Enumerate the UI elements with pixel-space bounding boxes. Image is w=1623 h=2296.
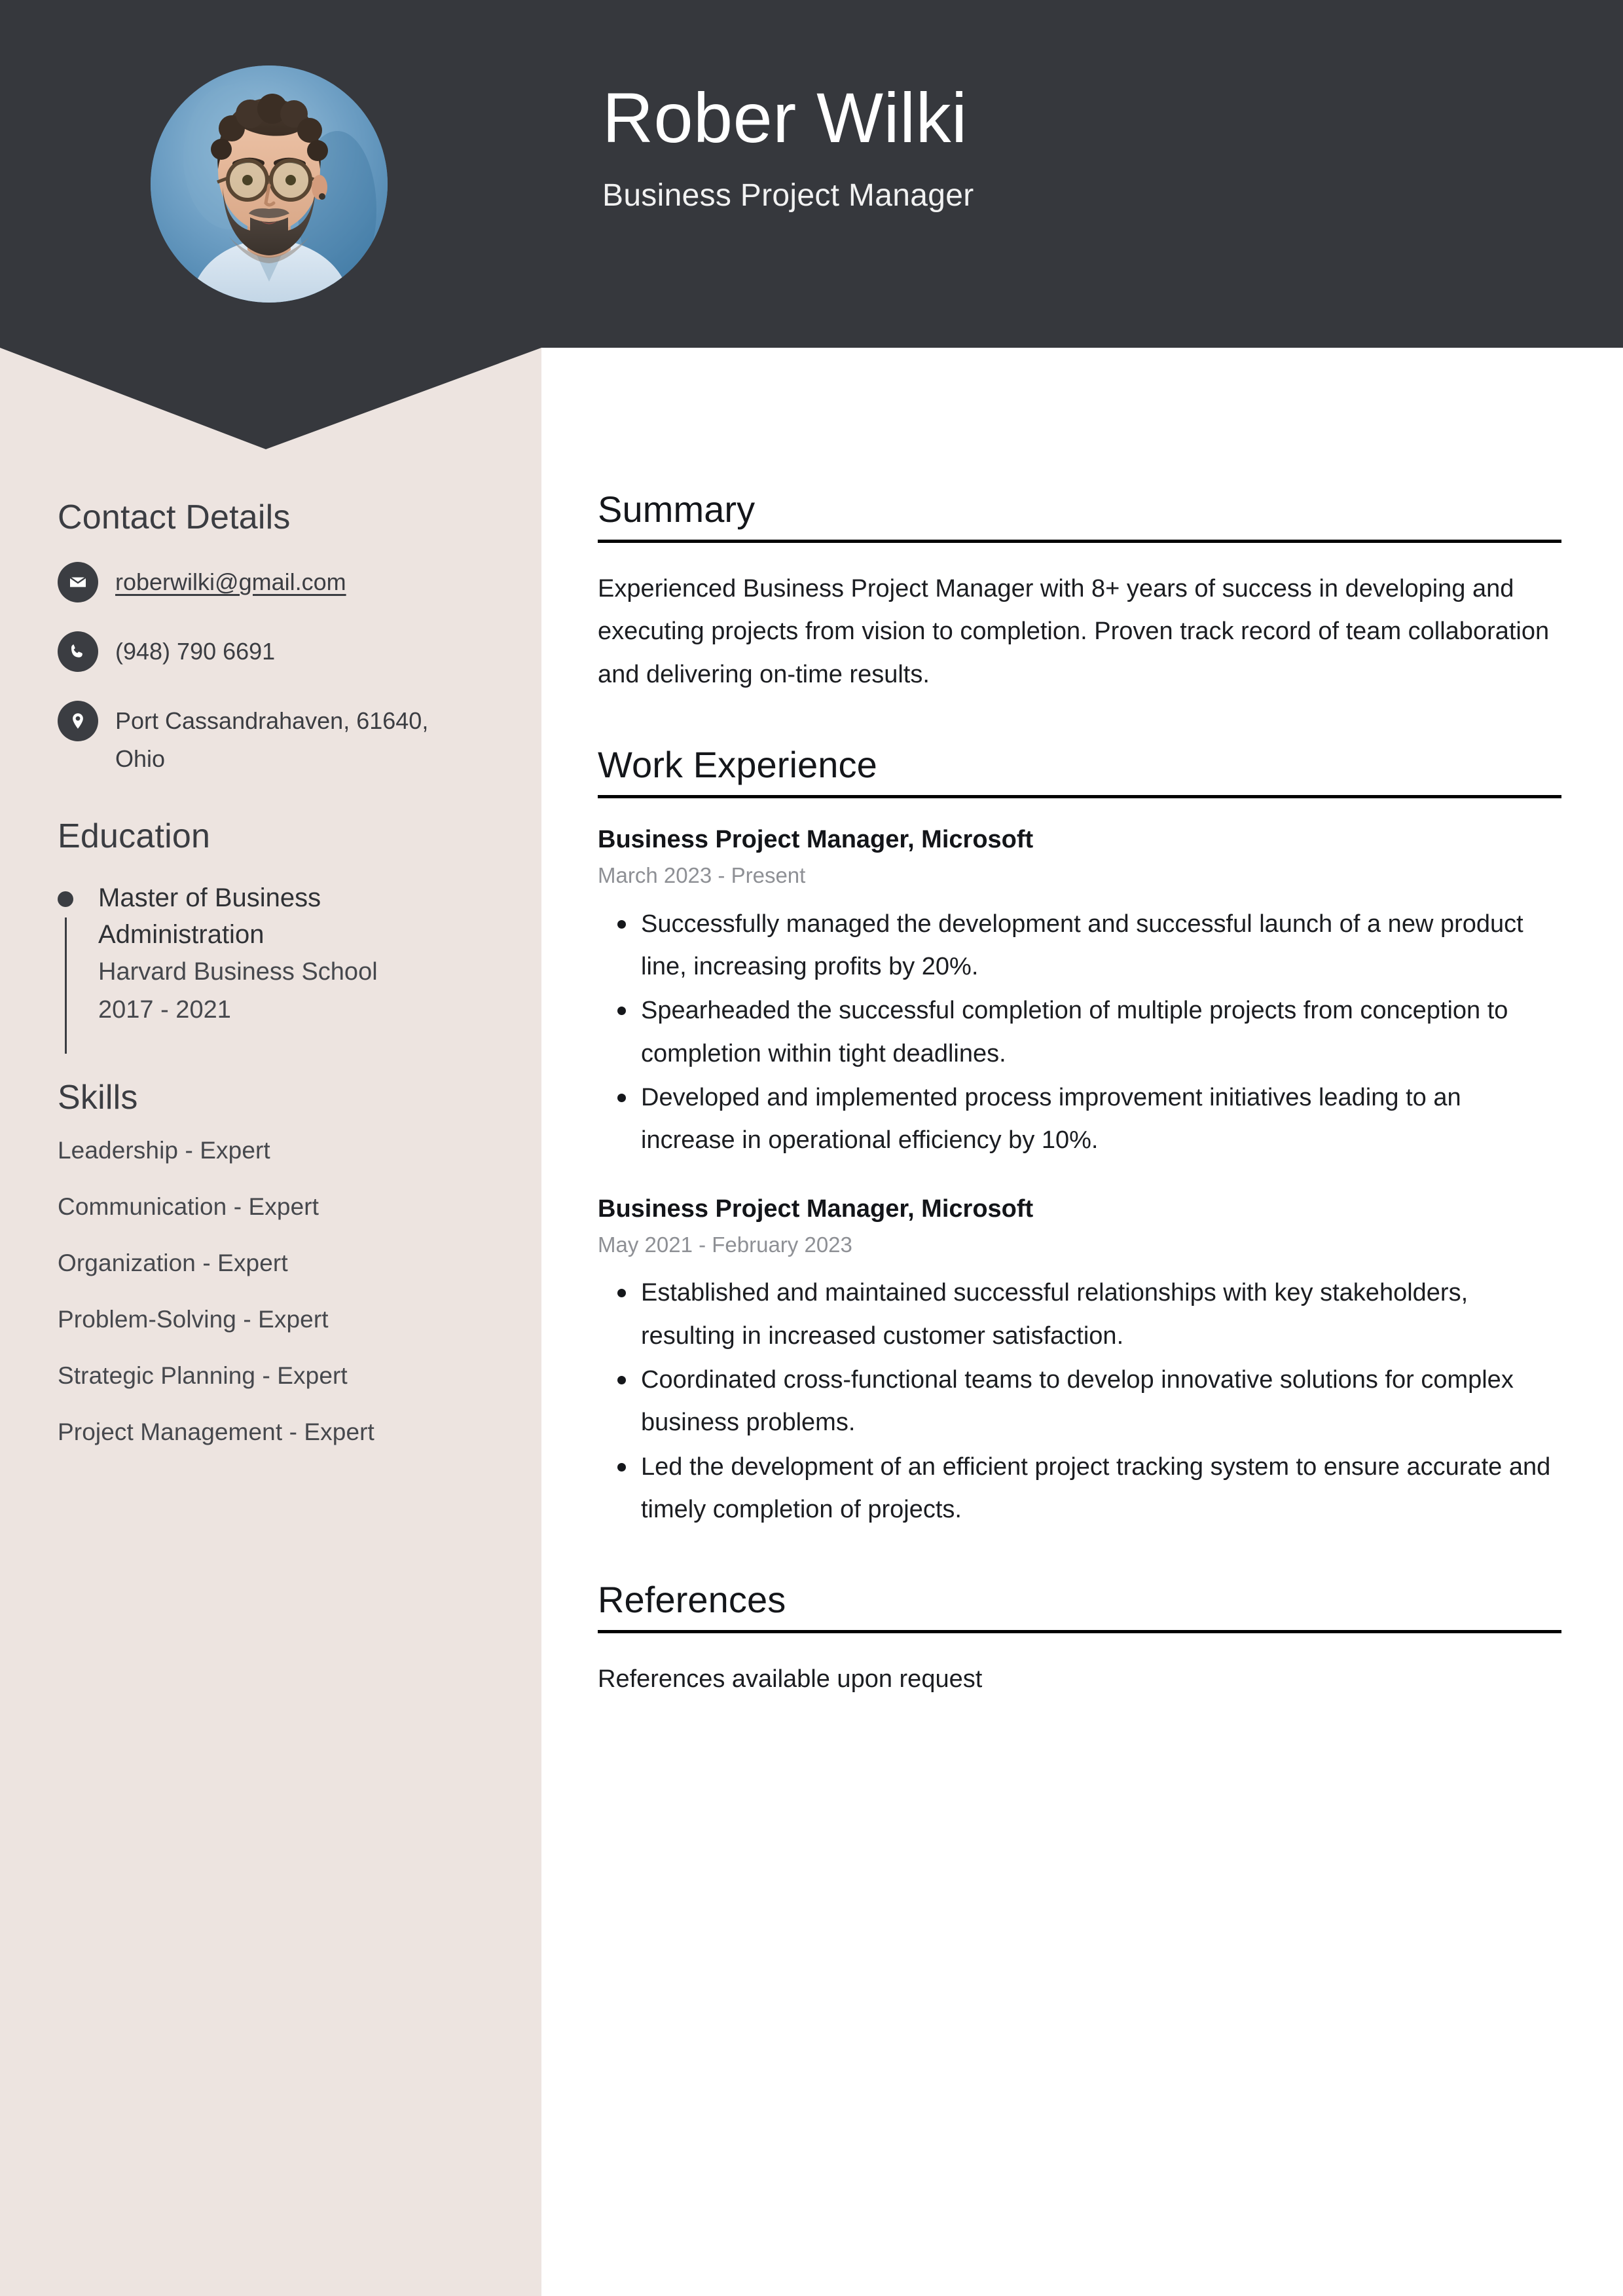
contact-phone-value: (948) 790 6691 [115,638,276,665]
page-title: Rober Wilki [602,78,968,157]
references-section [598,1578,1561,1701]
contact-item-phone[interactable] [58,630,484,672]
phone-icon [58,631,98,672]
skill-item: Leadership - Expert [58,1136,270,1164]
job-bullet: Led the development of an efficient project tracking system to ensure accurate and timely completion of projects. [598,1446,1561,1532]
education-bullet-icon [58,891,73,907]
name-block [602,79,974,213]
sidebar-content [0,498,541,1446]
work-experience-heading-rule [598,795,1561,798]
education-school: Harvard Business School [98,958,378,986]
skill-item: Communication - Expert [58,1193,319,1220]
summary-section [598,488,1561,696]
job-bullet-list [598,1272,1561,1531]
skill-item: Organization - Expert [58,1249,288,1276]
avatar [151,65,388,303]
job-bullet: Successfully managed the development and successful launch of a new product line, increasing profits by 20%. [598,903,1561,989]
summary-heading: Summary [598,489,756,530]
header-chevron-shape [0,348,541,449]
contact-details-section [58,498,484,779]
job-dates: March 2023 - Present [598,863,806,888]
job-bullet-list [598,903,1561,1162]
job-bullet: Spearheaded the successful completion of multiple projects from conception to completion within tight deadlines. [598,990,1561,1075]
summary-text: Experienced Business Project Manager with 8+ years of success in developing and executing projects from vision to completion. Proven track record of team collaboration and delivering on-time results. [598,575,1550,688]
summary-heading-rule [598,540,1561,543]
job-title-subtitle: Business Project Manager [602,177,974,213]
contact-email-value[interactable]: roberwilki@gmail.com [115,568,346,595]
job-bullet: Developed and implemented process improvement initiatives leading to an increase in operational efficiency by 10%. [598,1077,1561,1162]
skill-item: Problem-Solving - Expert [58,1305,329,1333]
job-title: Business Project Manager, Microsoft [598,1194,1034,1223]
job-entry [598,823,1561,1162]
references-heading-rule [598,1630,1561,1633]
location-pin-icon [58,701,98,741]
education-heading: Education [58,817,211,855]
references-heading: References [598,1579,786,1621]
skills-heading: Skills [58,1078,138,1117]
envelope-icon [58,562,98,602]
job-entry [598,1193,1561,1532]
contact-item-email[interactable] [58,561,484,602]
work-experience-section [598,743,1561,1531]
main-content [598,488,1561,1701]
contact-location-value: Port Cassandrahaven, 61640, Ohio [115,707,429,773]
references-text: References available upon request [598,1665,983,1694]
job-title: Business Project Manager, Microsoft [598,826,1034,854]
job-bullet: Coordinated cross-functional teams to develop innovative solutions for complex business problems. [598,1359,1561,1445]
work-experience-heading: Work Experience [598,744,877,786]
education-item [58,880,484,1029]
job-bullet: Established and maintained successful relationships with key stakeholders, resulting in increased customer satisfaction. [598,1272,1561,1358]
contact-details-heading: Contact Details [58,498,291,536]
skill-item: Project Management - Expert [58,1418,374,1445]
contact-item-location [58,699,484,779]
education-section [58,817,484,1029]
education-timeline-rule [65,917,67,1054]
education-degree: Master of Business Administration [98,883,321,950]
skills-section [58,1078,484,1446]
education-years: 2017 - 2021 [98,995,231,1024]
skill-item: Strategic Planning - Expert [58,1361,348,1389]
job-dates: May 2021 - February 2023 [598,1232,852,1257]
